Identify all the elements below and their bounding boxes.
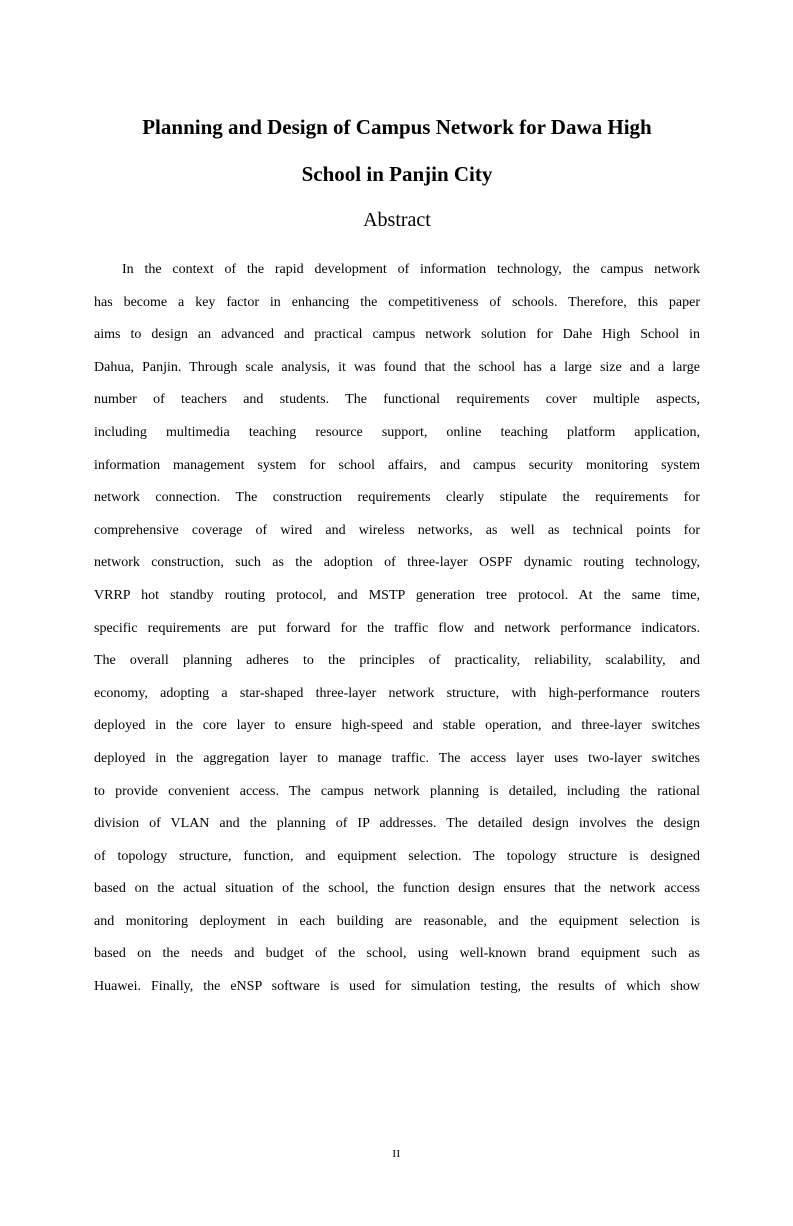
paragraph-line: including multimedia teaching resource support, online teaching platform application,: [94, 424, 700, 440]
page-footer: [0, 1144, 793, 1162]
paragraph-line: In the context of the rapid development of information technology, the campus network: [122, 262, 700, 277]
paragraph-line: division of VLAN and the planning of IP addresses. The detailed design involves the design: [94, 816, 700, 832]
document-title-line-2: School in Panjin City: [301, 162, 493, 186]
paragraph-line: The overall planning adheres to the principles of practicality, reliability, scalability, and: [94, 653, 700, 669]
paragraph-line: based on the actual situation of the school, the function design ensures that the network access: [94, 881, 700, 897]
paragraph-line: information management system for school affairs, and campus security monitoring system: [94, 457, 700, 473]
paragraph-line: and monitoring deployment in each building are reasonable, and the equipment selection is: [94, 913, 700, 929]
paragraph-line: of topology structure, function, and equipment selection. The topology structure is designed: [94, 848, 700, 864]
paragraph-line: has become a key factor in enhancing the competitiveness of schools. Therefore, this paper: [94, 294, 700, 310]
paragraph-line: Huawei. Finally, the eNSP software is used for simulation testing, the results of which show: [94, 979, 700, 995]
paragraph-line: network construction, such as the adoption of three-layer OSPF dynamic routing technology,: [94, 555, 700, 571]
abstract-paragraph: [94, 254, 700, 1004]
paragraph-line: aims to design an advanced and practical campus network solution for Dahe High School in: [94, 327, 700, 343]
paragraph-line: deployed in the core layer to ensure high-speed and stable operation, and three-layer switches: [94, 718, 700, 734]
paragraph-line: network connection. The construction requirements clearly stipulate the requirements for: [94, 490, 700, 506]
document-page: [0, 104, 793, 1226]
document-title-line-1: Planning and Design of Campus Network for Dawa High: [142, 115, 652, 139]
paragraph-line: comprehensive coverage of wired and wireless networks, as well as technical points for: [94, 522, 700, 538]
page-number: II: [392, 1148, 401, 1160]
abstract-heading: Abstract: [363, 209, 431, 231]
paragraph-line: to provide convenient access. The campus network planning is detailed, including the rational: [94, 783, 700, 799]
paragraph-line: VRRP hot standby routing protocol, and MSTP generation tree protocol. At the same time,: [94, 587, 700, 603]
paragraph-line: Dahua, Panjin. Through scale analysis, it was found that the school has a large size and a large: [94, 359, 700, 375]
document-title: [94, 104, 700, 198]
paragraph-line: number of teachers and students. The functional requirements cover multiple aspects,: [94, 392, 700, 408]
paragraph-line: deployed in the aggregation layer to manage traffic. The access layer uses two-layer switches: [94, 750, 700, 766]
paragraph-line: based on the needs and budget of the school, using well-known brand equipment such as: [94, 946, 700, 962]
paragraph-line: specific requirements are put forward for the traffic flow and network performance indicators.: [94, 620, 700, 636]
paragraph-line: economy, adopting a star-shaped three-layer network structure, with high-performance routers: [94, 685, 700, 701]
